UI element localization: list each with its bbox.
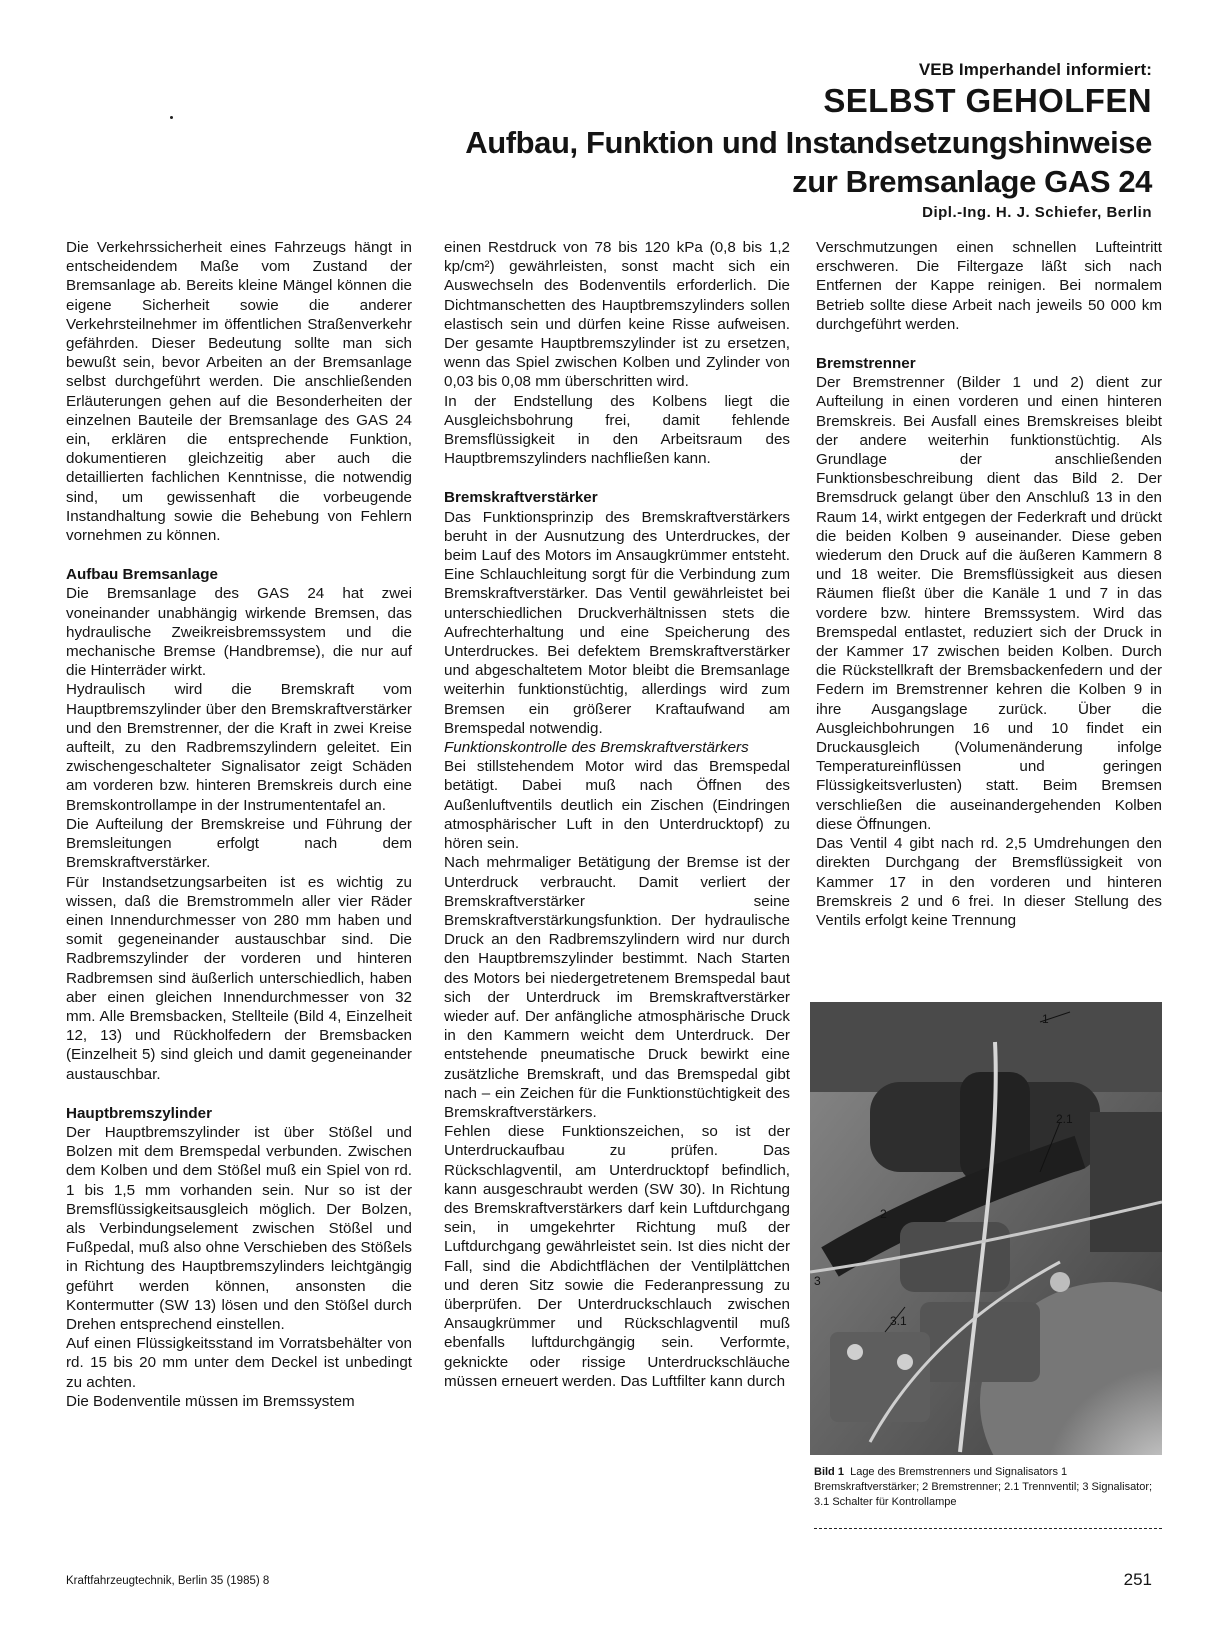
paragraph: Das Ventil 4 gibt nach rd. 2,5 Umdrehungen den direkten Durchgang der Bremsflüssigkeit von Kammer 17 in den vorderen und hinteren Bremskreis 2 und 6 frei. In dieser Stellung des Ventils erfolgt keine Trennung bbox=[816, 835, 1162, 929]
figure-callout: 1 bbox=[1042, 1012, 1049, 1026]
figure-photo bbox=[810, 1002, 1162, 1455]
paragraph: Der Hauptbremszylinder ist über Stößel und Bolzen mit dem Bremspedal verbunden. Zwischen dem Kolben und dem Stößel muß ein Spiel von rd. 1 bis 1,5 mm vorhanden sein. Nur so ist der Bremsflüssigkeitsausgleich möglich. Der Bolzen, als Verbindungselement zwischen Stößel und Fußpedal, muß also ohne Verschieben des Stößels in Richtung des Hauptbremszylinders leichtgängig geführt werden können, ansonsten die Kontermutter (SW 13) lösen und den Stößel durch Drehen entsprechend einstellen. bbox=[66, 1123, 412, 1333]
paragraph: Hydraulisch wird die Bremskraft vom Hauptbremszylinder über den Bremskraftverstärker und den Bremstrenner, der die Kraft in zwei Kreise aufteilt, zu den Radbremszylindern geleitet. Ein zwischengeschalteter Signalisator zeigt Schäden am vorderen bzw. hinteren Bremskreis durch eine Bremskontrollampe in der Instrumententafel an. bbox=[66, 681, 412, 814]
caption-divider bbox=[814, 1528, 1162, 1529]
paragraph: Die Bremsanlage des GAS 24 hat zwei voneinander unabhängig wirkende Bremsen, das hydraulische Zweikreisbremssystem und die mechanische Bremse (Handbremse), die nur auf die Hinterräder wirkt. bbox=[66, 585, 412, 680]
text-column-3 bbox=[816, 238, 1162, 930]
author-byline: Dipl.-Ing. H. J. Schiefer, Berlin bbox=[922, 204, 1152, 221]
section-heading: Hauptbremszylinder bbox=[66, 1104, 213, 1122]
text-column-1 bbox=[66, 238, 412, 1411]
figure-callout: 2 bbox=[880, 1207, 887, 1221]
subtitle-line: Aufbau, Funktion und Instandsetzungshinweise bbox=[465, 125, 1152, 160]
text-column-2 bbox=[444, 238, 790, 1391]
kicker: VEB Imperhandel informiert: bbox=[918, 60, 1152, 79]
paragraph: Der Bremstrenner (Bilder 1 und 2) dient zur Aufteilung in einen vorderen und einen hinteren Bremskreis. Bei Ausfall eines Bremskreises bleibt der andere weiterhin funktionstüchtig. Als Grundlage der anschließenden Funktionsbeschreibung dient das Bild 2. Der Bremsdruck gelangt über den Anschluß 13 in den Raum 14, wirkt entgegen der Federkraft und drückt die beiden Kolben 9 auseinander. Diese geben wiederum den Druck auf die äußeren Kammern 8 und 18 weiter. Die Bremsflüssigkeit aus diesen Räumen fließt über die Kanäle 1 und 7 in das vordere bzw. hintere Bremssystem. Wird das Bremspedal entlastet, reduziert sich der Druck in der Kammer 17 zwischen beiden Kolben. Durch die Rückstellkraft der Bremsbackenfedern und der Federn im Bremstrenner kehren die Kolben 9 in ihre Ausgangslage zurück. Über die Ausgleichbohrungen 16 und 10 findet ein Druckausgleich (Volumenänderung infolge Temperatureinflüssen und geringen Flüssigkeitsverlusten) statt. Beim Bremsen verschließen die auseinandergehenden Kolben diese Öffnungen. bbox=[816, 374, 1162, 833]
article-subtitle bbox=[152, 123, 1152, 201]
section-heading: Aufbau Bremsanlage bbox=[66, 566, 218, 584]
paragraph: Fehlen diese Funktionszeichen, so ist der Unterdruckaufbau zu prüfen. Das Rückschlagventil, am Unterdrucktopf befindlich, kann ausgeschraubt werden (SW 30). In Richtung des Bremskraftverstärkers darf kein Luftdurchgang sein, in umgekehrter Richtung muß der Luftdurchgang gewährleistet sein. Ist dies nicht der Fall, sind die Abdichtflächen der Ventilplättchen und deren Sitz sowie die Federanpressung zu überprüfen. Der Unterdruckschlauch zwischen Ansaugkrümmer und Rückschlagventil muß ebenfalls luftdurchgängig sein. Verformte, geknickte oder rissige Unterdruckschläuche müssen erneuert werden. Das Luftfilter kann durch bbox=[444, 1123, 790, 1390]
paragraph: Auf einen Flüssigkeitsstand im Vorratsbehälter von rd. 15 bis 20 mm unter dem Deckel ist unbedingt zu achten. bbox=[66, 1335, 412, 1391]
paragraph: Die Aufteilung der Bremskreise und Führung der Bremsleitungen erfolgt nach dem Bremskraftverstärker. bbox=[66, 815, 412, 872]
print-speck bbox=[170, 116, 173, 119]
paragraph: Die Verkehrssicherheit eines Fahrzeugs hängt in entscheidendem Maße vom Zustand der Bremsanlage ab. Bereits kleine Mängel können die eigene Sicherheit sowie die anderer Verkehrsteilnehmer im öffentlichen Straßenverkehr gefährden. Dieser Bedeutung sollte man sich bewußt sein, bevor Arbeiten an der Bremsanlage selbst durchgeführt werden. Die anschließenden Erläuterungen gehen auf die Besonderheiten der einzelnen Bauteile der Bremsanlage des GAS 24 ein, erklären die entsprechende Funktion, dokumentieren gleichzeitig aber auch die detaillierten fachlichen Kenntnisse, die notwendig sind, um gewissenhaft die vorbeugende Instandhaltung sowie die Behebung von Fehlern vornehmen zu können. bbox=[66, 239, 412, 545]
paragraph: Die Bodenventile müssen im Bremssystem bbox=[66, 1392, 355, 1410]
engine-bay-photo bbox=[810, 1002, 1162, 1455]
figure-callout: 3.1 bbox=[890, 1314, 907, 1328]
section-heading: Bremstrenner bbox=[816, 355, 916, 373]
figure-callout: 3 bbox=[814, 1274, 821, 1288]
figure-callout: 2.1 bbox=[1056, 1112, 1073, 1126]
paragraph: Verschmutzungen einen schnellen Lufteintritt erschweren. Die Filtergaze läßt sich nach Entfernen der Kappe reinigen. Bei normalem Betrieb sollte diese Arbeit nach jeweils 50 000 km durchgeführt werden. bbox=[816, 239, 1162, 333]
subtitle-line: zur Bremsanlage GAS 24 bbox=[792, 164, 1152, 199]
figure-caption bbox=[814, 1465, 1162, 1510]
paragraph: Das Funktionsprinzip des Bremskraftverstärkers beruht in der Ausnutzung des Unterdruckes, der beim Lauf des Motors im Ansaugkrümmer entsteht. Eine Schlauchleitung sorgt für die Verbindung zum Bremskraftverstärker. Das Ventil gewährleistet bei unterschiedlichen Druckverhältnissen stets die Aufrechterhaltung und eine Speicherung des Unterdruckes. Bei defektem Bremskraftverstärker und abgeschaltetem Motor bleibt die Bremsanlage weiterhin funktionstüchtig, allerdings wird zum Bremsen ein größerer Kraftaufwand am Bremspedal notwendig. bbox=[444, 508, 790, 737]
page-number: 251 bbox=[1123, 1570, 1152, 1589]
caption-label: Bild 1 bbox=[814, 1466, 844, 1478]
article-title: SELBST GEHOLFEN bbox=[823, 82, 1152, 119]
sub-heading: Funktionskontrolle des Bremskraftverstärkers bbox=[444, 739, 749, 757]
paragraph: In der Endstellung des Kolbens liegt die Ausgleichsbohrung frei, damit fehlende Bremsflüssigkeit in den Arbeitsraum des Hauptbremszylinders nachfließen kann. bbox=[444, 392, 790, 468]
paragraph: Bei stillstehendem Motor wird das Bremspedal betätigt. Dabei muß nach Öffnen des Außenluftventils deutlich ein Zischen (Eindringen atmosphärischer Luft in den Unterdrucktopf) zu hören sein. bbox=[444, 758, 790, 853]
journal-footer: Kraftfahrzeugtechnik, Berlin 35 (1985) 8 bbox=[66, 1575, 270, 1587]
paragraph: Nach mehrmaliger Betätigung der Bremse ist der Unterdruck verbraucht. Damit verliert der Bremskraftverstärker seine Bremskraftverstärkungsfunktion. Der hydraulische Druck an den Radbremszylindern wird nur durch den Hauptbremszylinder bestimmt. Nach Starten des Motors bei niedergetretenem Bremspedal baut sich der Unterdruck im Bremskraftverstärker wieder auf. Der anfängliche atmosphärische Druck in den Kammern weicht dem Unterdruck. Der entstehende pneumatische Druck bewirkt eine zusätzliche Bremskraft, und das Bremspedal gibt nach – ein Zeichen für die Funktionstüchtigkeit des Bremskraftverstärkers. bbox=[444, 854, 790, 1121]
caption-text: Lage des Bremstrenners und Signalisators 1 Bremskraftverstärker; 2 Bremstrenner; 2.1 Trennventil; 3 Signalisator; 3.1 Schalter für Kontrollampe bbox=[814, 1466, 1153, 1508]
paragraph: einen Restdruck von 78 bis 120 kPa (0,8 bis 1,2 kp/cm²) gewährleisten, sonst macht sich ein Auswechseln des Bodenventils erforderlich. Die Dichtmanschetten des Hauptbremszylinders sollen elastisch sein und dürfen keine Risse aufweisen. Der gesamte Hauptbremszylinder ist zu ersetzen, wenn das Spiel zwischen Kolben und Zylinder von 0,03 bis 0,08 mm überschritten wird. bbox=[444, 239, 790, 391]
paragraph: Für Instandsetzungsarbeiten ist es wichtig zu wissen, daß die Bremstrommeln aller vier Räder einen Innendurchmesser von 280 mm haben und somit gegeneinander austauschbar sind. Die Radbremszylinder der vorderen und hinteren Radbremsen sind äußerlich unterschiedlich, haben aber einen gleichen Innendurchmesser von 32 mm. Alle Bremsbacken, Stellteile (Bild 4, Einzelheit 12, 13) und Rückholfedern der Bremsbacken (Einzelheit 5) sind gleich und damit gegeneinander austauschbar. bbox=[66, 873, 412, 1083]
section-heading: Bremskraftverstärker bbox=[444, 489, 598, 507]
